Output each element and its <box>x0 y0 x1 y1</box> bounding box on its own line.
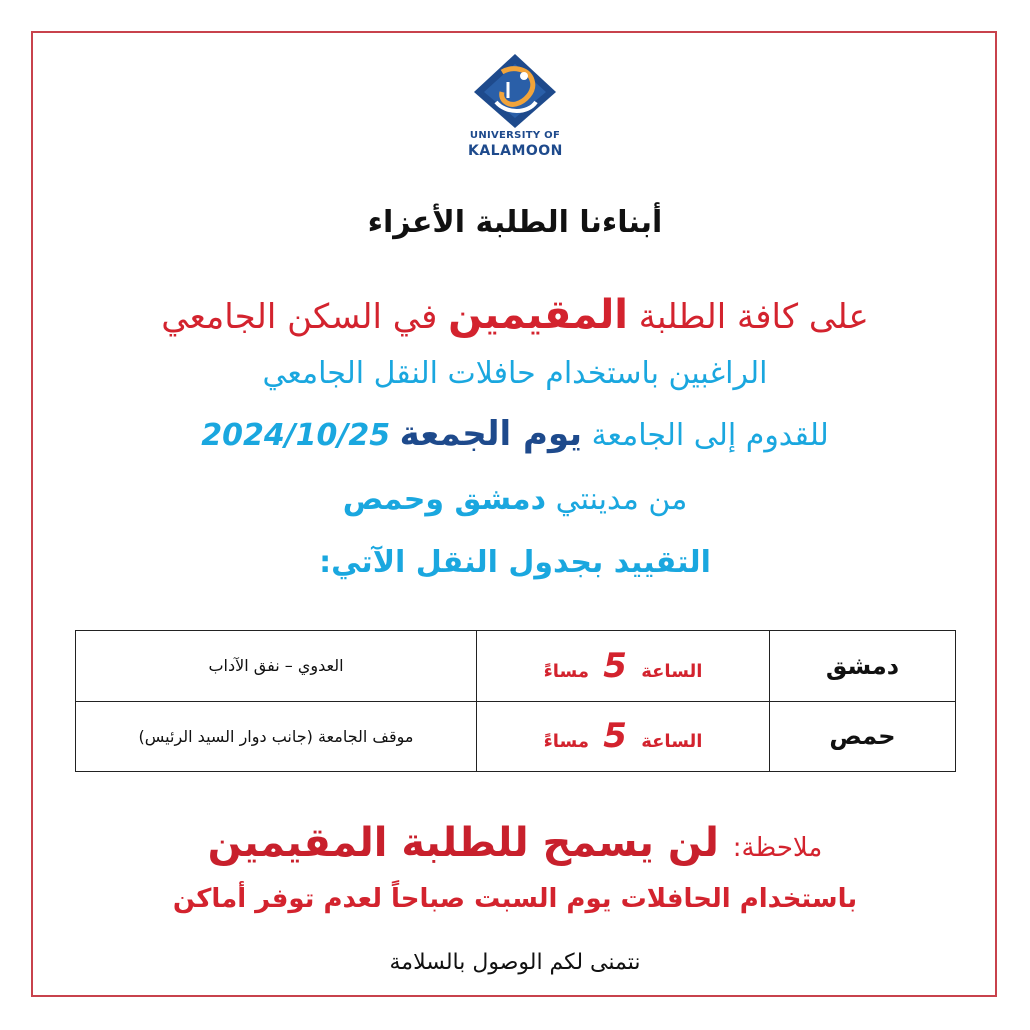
schedule-time <box>477 701 770 772</box>
schedule-city: حمص <box>770 701 956 772</box>
kalamoon-emblem-icon <box>472 52 558 128</box>
schedule-intro: التقييد بجدول النقل الآتي: <box>319 545 711 580</box>
bus-users-line: الراغبين باستخدام حافلات النقل الجامعي <box>262 356 768 391</box>
residents-suffix: في السكن الجامعي <box>161 297 438 337</box>
transport-schedule-table <box>75 630 956 772</box>
arrival-day: يوم الجمعة <box>399 414 583 454</box>
note-label: ملاحظة: <box>732 833 823 863</box>
closing-wish: نتمنى لكم الوصول بالسلامة <box>389 950 641 975</box>
note-headline: لن يسمح للطلبة المقيمين <box>207 820 719 866</box>
university-logo <box>468 52 562 160</box>
cities-line <box>40 482 990 517</box>
arrival-date-line <box>40 414 990 454</box>
table-row <box>76 631 956 702</box>
table-row <box>76 701 956 772</box>
greeting: أبناءنا الطلبة الأعزاء <box>367 205 663 240</box>
cities-prefix: من مدينتي <box>555 482 688 517</box>
note-line <box>40 820 990 866</box>
time-suffix: مساءً <box>543 660 589 682</box>
time-number: 5 <box>603 645 627 686</box>
schedule-city: دمشق <box>770 631 956 702</box>
arrival-date: 2024/10/25 <box>201 418 391 453</box>
residents-prefix: على كافة الطلبة <box>638 297 869 337</box>
note-detail: باستخدام الحافلات يوم السبت صباحاً لعدم توفر أماكن <box>172 884 858 914</box>
logo-text-university-of: UNIVERSITY OF <box>469 130 561 141</box>
residents-line <box>40 292 990 338</box>
logo-text-kalamoon: KALAMOON <box>468 143 563 159</box>
time-suffix: مساءً <box>543 731 589 753</box>
time-word: الساعة <box>641 660 703 682</box>
schedule-location: موقف الجامعة (جانب دوار السيد الرئيس) <box>76 701 477 772</box>
cities-names: دمشق وحمص <box>342 482 547 517</box>
residents-highlight: المقيمين <box>448 292 628 338</box>
time-word: الساعة <box>641 731 703 753</box>
arrival-prefix: للقدوم إلى الجامعة <box>591 418 829 453</box>
schedule-location: العدوي – نفق الآداب <box>76 631 477 702</box>
schedule-time <box>477 631 770 702</box>
time-number: 5 <box>603 716 627 757</box>
